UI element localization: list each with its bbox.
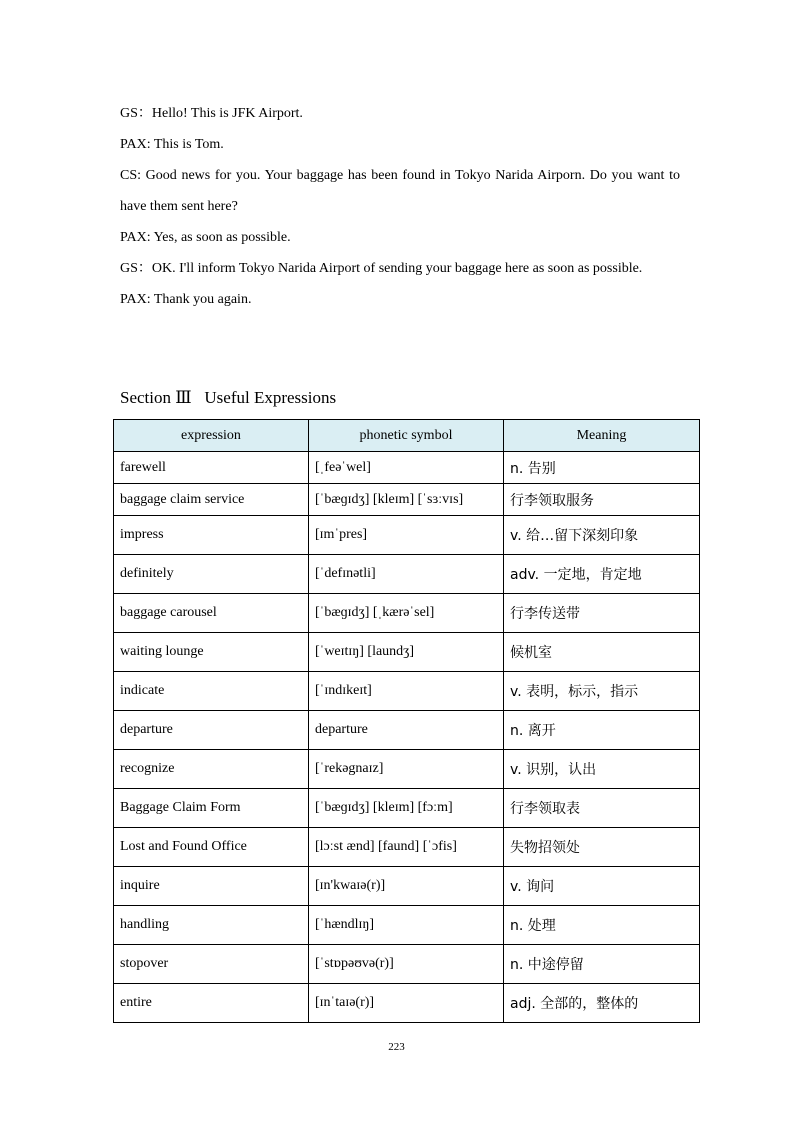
dialogue-line: GS：OK. I'll inform Tokyo Narida Airport of sending your baggage here as soon as possible.	[120, 261, 643, 276]
cell-meaning: 候机室	[504, 633, 700, 672]
table-row	[114, 906, 700, 945]
cell-meaning: v. 询问	[504, 867, 700, 906]
header-meaning: Meaning	[504, 420, 700, 452]
table-row	[114, 750, 700, 789]
cell-meaning: n. 告别	[504, 452, 700, 484]
cell-phonetic-symbol: [ˈrekəgnaɪz]	[309, 750, 504, 789]
cell-expression: farewell	[114, 452, 309, 484]
cell-meaning: v. 表明，标示，指示	[504, 672, 700, 711]
table-row	[114, 484, 700, 516]
table-row	[114, 711, 700, 750]
cell-phonetic-symbol: [ˈstɒpəʊvə(r)]	[309, 945, 504, 984]
cell-phonetic-symbol: [ˈhændlɪŋ]	[309, 906, 504, 945]
cell-phonetic-symbol: [ˈweɪtɪŋ] [laundʒ]	[309, 633, 504, 672]
table-row	[114, 594, 700, 633]
table-row	[114, 867, 700, 906]
table-row	[114, 828, 700, 867]
cell-phonetic-symbol: [ˈbæɡɪdʒ] [kleɪm] [fɔːm]	[309, 789, 504, 828]
table-row	[114, 672, 700, 711]
cell-expression: definitely	[114, 555, 309, 594]
table-row	[114, 633, 700, 672]
cell-phonetic-symbol: [ɪnˈtaɪə(r)]	[309, 984, 504, 1023]
dialogue-line: GS：Hello! This is JFK Airport.	[120, 106, 303, 121]
cell-phonetic-symbol: [ˈɪndɪkeɪt]	[309, 672, 504, 711]
table-row	[114, 516, 700, 555]
cell-expression: impress	[114, 516, 309, 555]
table-row	[114, 789, 700, 828]
cell-meaning: n. 处理	[504, 906, 700, 945]
dialogue	[120, 98, 680, 315]
table-row	[114, 555, 700, 594]
cell-expression: departure	[114, 711, 309, 750]
vocabulary-table	[113, 419, 700, 1023]
cell-phonetic-symbol: [ˈbæɡɪdʒ] [ˌkærəˈsel]	[309, 594, 504, 633]
header-expression: expression	[114, 420, 309, 452]
cell-expression: Lost and Found Office	[114, 828, 309, 867]
section-title: Section Ⅲ Useful Expressions	[120, 388, 337, 407]
cell-expression: handling	[114, 906, 309, 945]
cell-meaning: 失物招领处	[504, 828, 700, 867]
cell-expression: stopover	[114, 945, 309, 984]
cell-expression: inquire	[114, 867, 309, 906]
cell-phonetic-symbol: [ˈdefɪnətli]	[309, 555, 504, 594]
cell-expression: baggage claim service	[114, 484, 309, 516]
table-header-row	[114, 420, 700, 452]
cell-phonetic-symbol: [ˌfeəˈwel]	[309, 452, 504, 484]
cell-meaning: 行李领取表	[504, 789, 700, 828]
cell-expression: Baggage Claim Form	[114, 789, 309, 828]
table-row	[114, 452, 700, 484]
dialogue-line: PAX: Yes, as soon as possible.	[120, 230, 291, 245]
page-number: 223	[388, 1041, 405, 1053]
cell-expression: waiting lounge	[114, 633, 309, 672]
cell-phonetic-symbol: [ɪmˈpres]	[309, 516, 504, 555]
cell-meaning: n. 中途停留	[504, 945, 700, 984]
cell-phonetic-symbol: [lɔːst ænd] [faund] [ˈɔfis]	[309, 828, 504, 867]
cell-expression: indicate	[114, 672, 309, 711]
cell-meaning: n. 离开	[504, 711, 700, 750]
cell-expression: baggage carousel	[114, 594, 309, 633]
cell-meaning: adv. 一定地，肯定地	[504, 555, 700, 594]
table-row	[114, 945, 700, 984]
cell-phonetic-symbol: [ɪn'kwaɪə(r)]	[309, 867, 504, 906]
table-row	[114, 984, 700, 1023]
cell-meaning: 行李领取服务	[504, 484, 700, 516]
dialogue-line: CS: Good news for you. Your baggage has been found in Tokyo Narida Airporn. Do you want to have them sent here?	[120, 168, 680, 214]
cell-phonetic-symbol: [ˈbæɡɪdʒ] [kleɪm] [ˈsɜːvɪs]	[309, 484, 504, 516]
cell-meaning: 行李传送带	[504, 594, 700, 633]
cell-meaning: adj. 全部的，整体的	[504, 984, 700, 1023]
cell-meaning: v. 识别，认出	[504, 750, 700, 789]
cell-meaning: v. 给…留下深刻印象	[504, 516, 700, 555]
table-body	[114, 452, 700, 1023]
header-phonetic-symbol: phonetic symbol	[309, 420, 504, 452]
cell-expression: entire	[114, 984, 309, 1023]
cell-expression: recognize	[114, 750, 309, 789]
cell-phonetic-symbol: departure	[309, 711, 504, 750]
dialogue-line: PAX: This is Tom.	[120, 137, 224, 152]
dialogue-line: PAX: Thank you again.	[120, 292, 252, 307]
